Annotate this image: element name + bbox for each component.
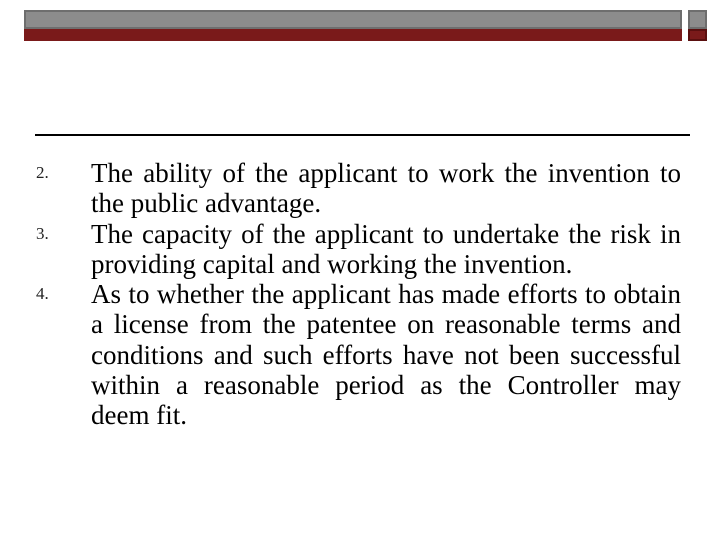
list-item-number: 2. — [36, 163, 49, 182]
title-divider — [35, 134, 690, 136]
list-item-4 — [36, 279, 686, 430]
numbered-list — [36, 158, 686, 431]
list-item-text: The capacity of the applicant to undertake the risk in providing capital and working the invention. — [91, 218, 681, 279]
header-bar — [24, 10, 682, 29]
header-accent-bar — [24, 29, 682, 41]
list-item-number: 4. — [36, 284, 49, 304]
list-item-text: The ability of the applicant to work the invention to the public advantage. — [91, 158, 681, 219]
header-square-bottom — [688, 29, 707, 41]
list-item-number: 3. — [36, 223, 49, 243]
list-item-2 — [36, 158, 686, 219]
list-item-3 — [36, 219, 686, 280]
header-square-top — [688, 10, 707, 29]
list-item-text: As to whether the applicant has made efforts to obtain a license from the patentee on reasonable terms and conditions and such efforts have not been successful within a reasonable period as the Controller may deem fit. — [91, 279, 681, 431]
